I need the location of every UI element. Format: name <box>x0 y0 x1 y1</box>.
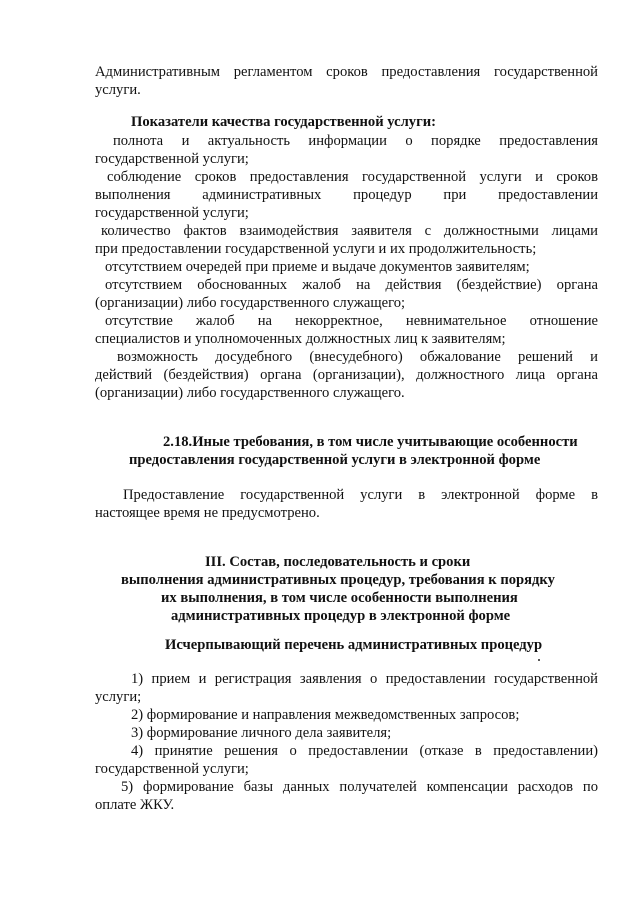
body-text-line: выполнения административных процедур при предоставлении <box>95 187 598 203</box>
body-text-line: соблюдение сроков предоставления государственной услуги и сроков <box>107 169 598 185</box>
body-text-line: возможность досудебного (внесудебного) обжалование решений и <box>117 349 598 365</box>
section-heading-line: предоставления государственной услуги в электронной форме <box>129 452 541 468</box>
section-heading-line: Исчерпывающий перечень административных процедур <box>165 637 543 653</box>
body-text-line: услуги. <box>95 82 141 98</box>
body-text-line: 2) формирование и направления межведомственных запросов; <box>131 707 520 723</box>
speck-mark <box>538 659 540 661</box>
body-text-line: количество фактов взаимодействия заявителя с должностными лицами <box>101 223 598 239</box>
body-text-line: оплате ЖКУ. <box>95 797 175 813</box>
section-heading-line: административных процедур в электронной форме <box>171 608 511 624</box>
body-text-line: отсутствием очередей при приеме и выдаче документов заявителям; <box>105 259 530 275</box>
body-text-line: 1) прием и регистрация заявления о предоставлении государственной <box>131 671 598 687</box>
section-heading-line: Показатели качества государственной услуги: <box>131 114 436 130</box>
body-text-line: (организации) либо государственного служащего; <box>95 295 406 311</box>
body-text-line: специалистов и уполномоченных должностных лиц к заявителям; <box>95 331 506 347</box>
body-text-line: услуги; <box>95 689 142 705</box>
section-heading-line: 2.18.Иные требования, в том числе учитывающие особенности <box>163 434 578 450</box>
body-text-line: отсутствие жалоб на некорректное, невнимательное отношение <box>105 313 598 329</box>
section-heading-line: их выполнения, в том числе особенности выполнения <box>161 590 518 606</box>
body-text-line: государственной услуги; <box>95 761 249 777</box>
body-text-line: 5) формирование базы данных получателей компенсации расходов по <box>121 779 598 795</box>
body-text-line: 3) формирование личного дела заявителя; <box>131 725 392 741</box>
section-heading-line: выполнения административных процедур, требования к порядку <box>121 572 555 588</box>
body-text-line: настоящее время не предусмотрено. <box>95 505 320 521</box>
body-text-line: (организации) либо государственного служащего. <box>95 385 405 401</box>
body-text-line: полнота и актуальность информации о порядке предоставления <box>113 133 598 149</box>
body-text-line: Предоставление государственной услуги в электронной форме в <box>123 487 598 503</box>
body-text-line: отсутствием обоснованных жалоб на действия (бездействие) органа <box>105 277 598 293</box>
body-text-line: действий (бездействия) органа (организации), должностного лица органа <box>95 367 598 383</box>
body-text-line: государственной услуги; <box>95 151 249 167</box>
body-text-line: 4) принятие решения о предоставлении (отказе в предоставлении) <box>131 743 598 759</box>
body-text-line: Административным регламентом сроков предоставления государственной <box>95 64 598 80</box>
section-heading-line: III. Состав, последовательность и сроки <box>205 554 471 570</box>
body-text-line: государственной услуги; <box>95 205 249 221</box>
body-text-line: при предоставлении государственной услуги и их продолжительность; <box>95 241 537 257</box>
